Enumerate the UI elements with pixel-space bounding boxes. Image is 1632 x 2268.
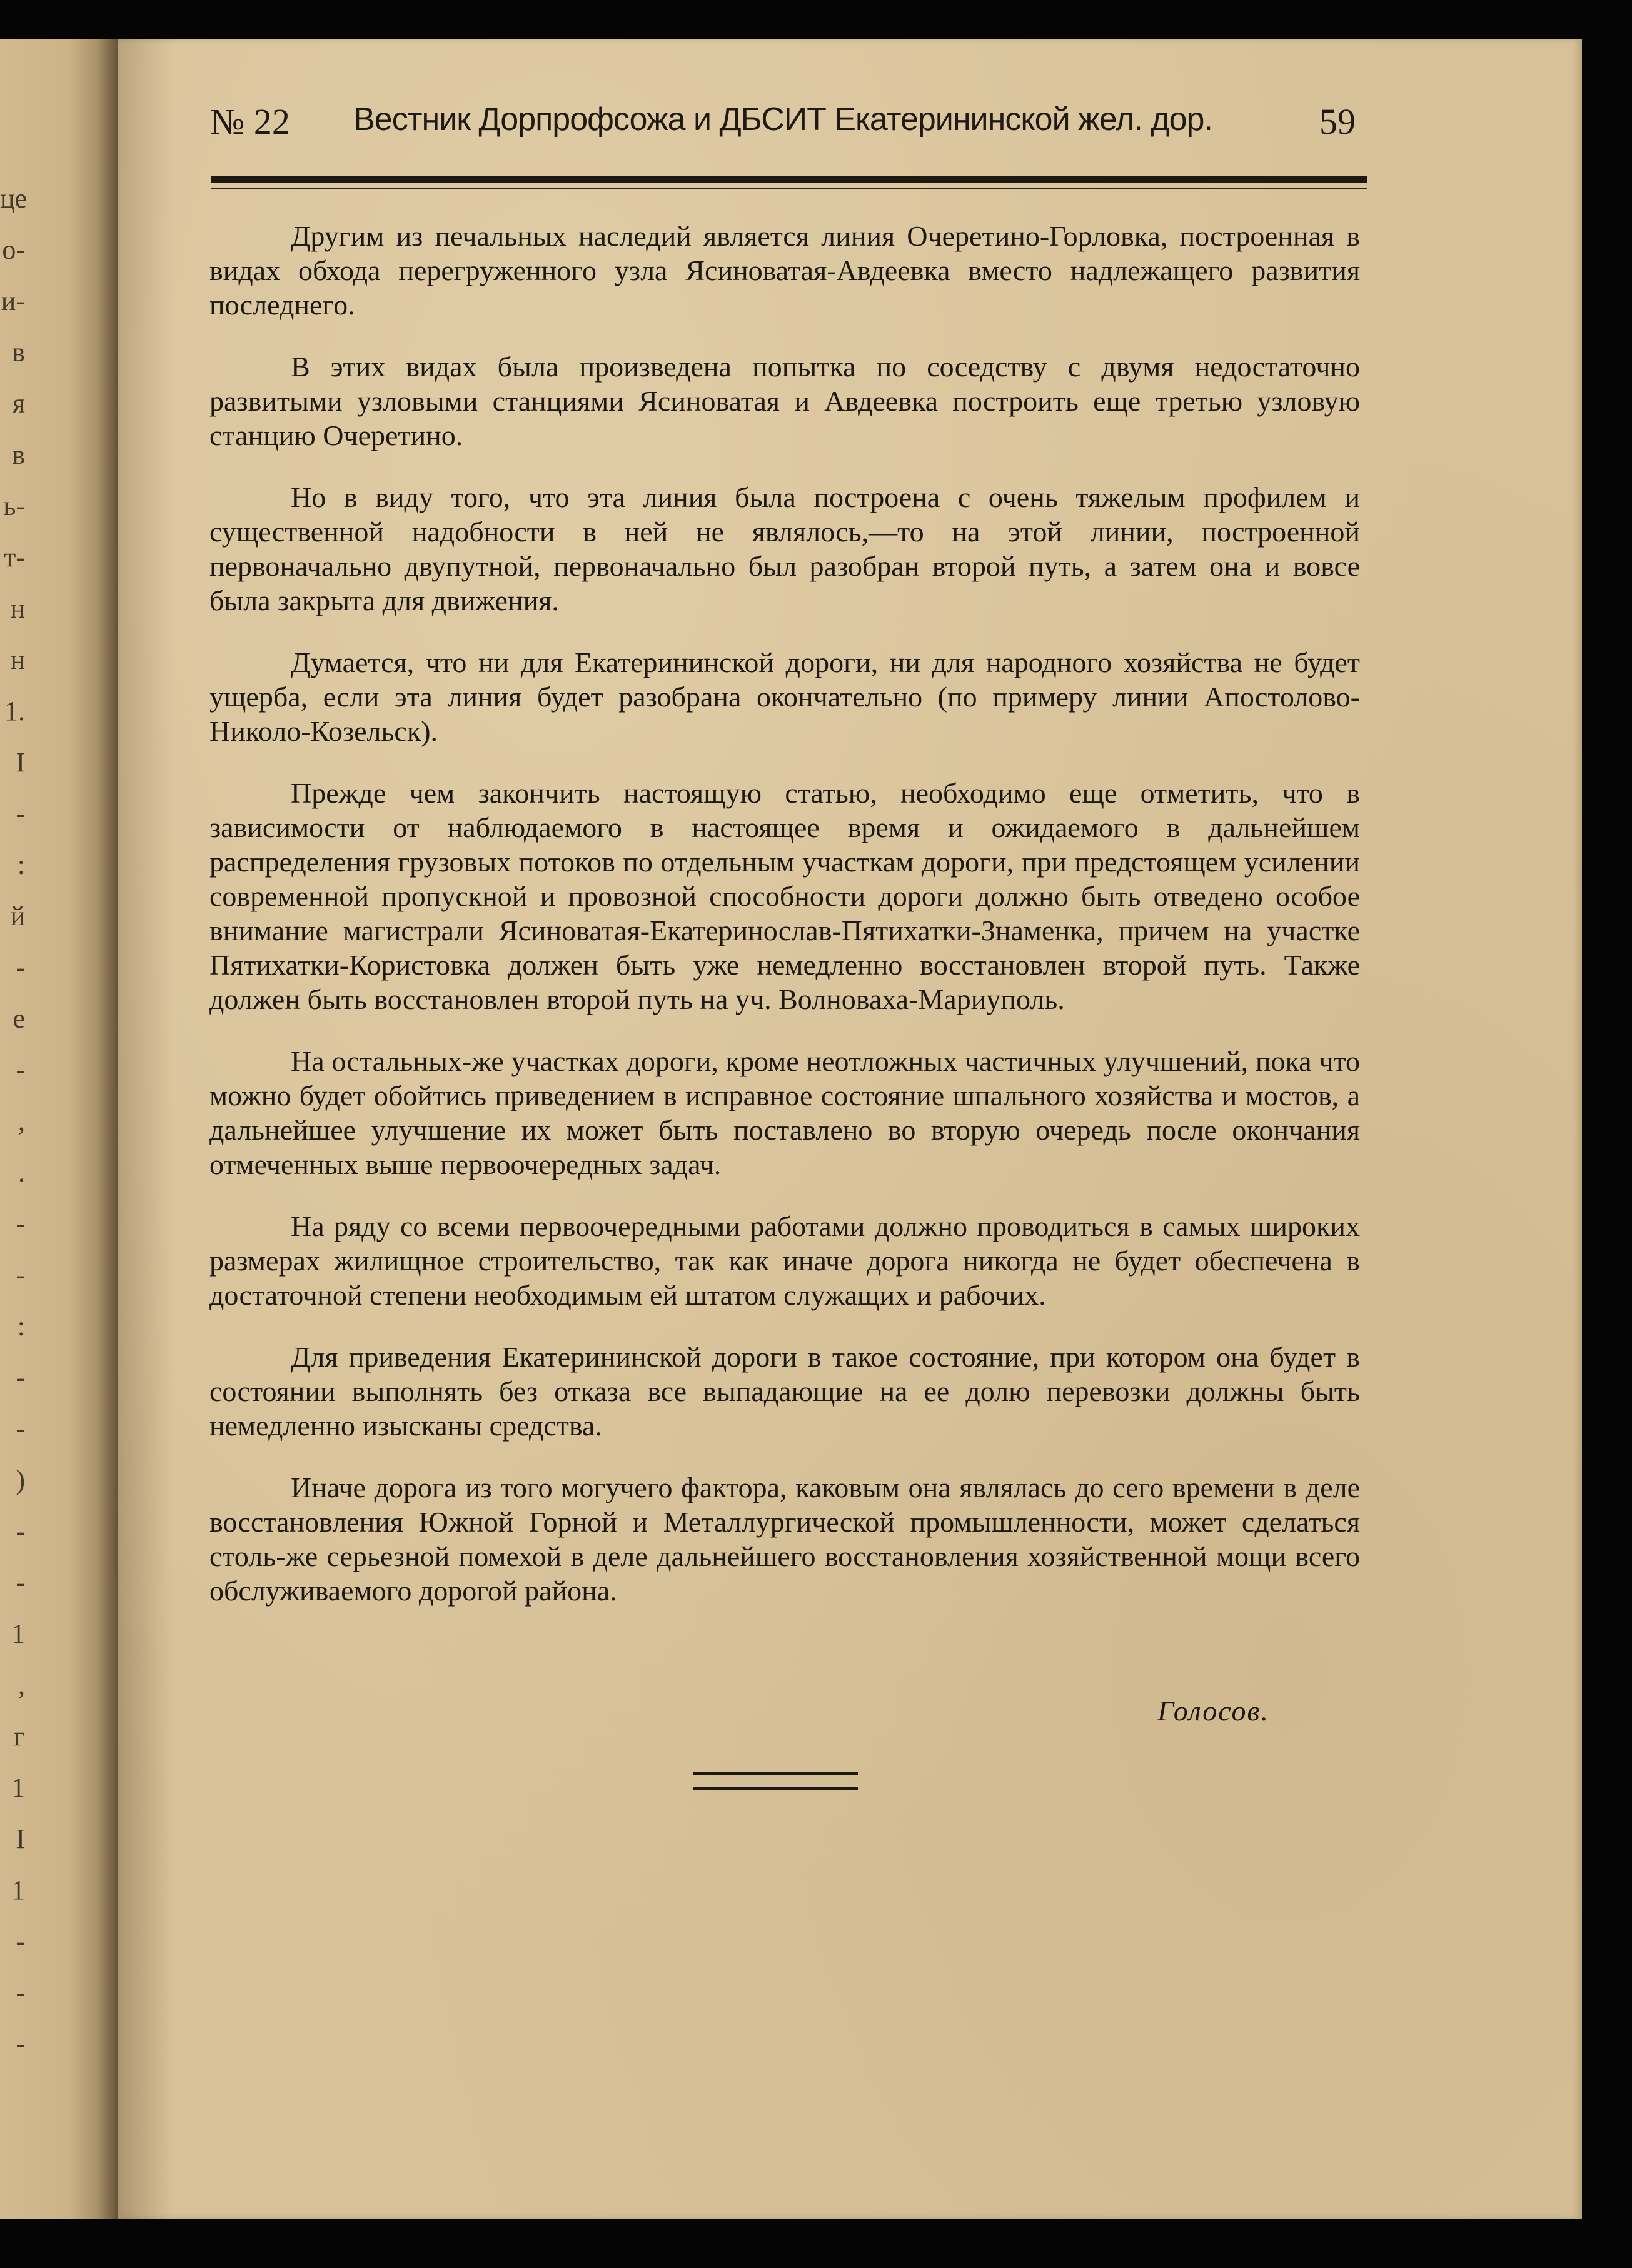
facing-page-fragment: I (16, 1824, 25, 1854)
paragraph: Прежде чем закончить настоящую статью, необходимо еще отметить, что в зависимости от наблюдаемого в настоящее время и ожидаемого в дальнейшем распределения грузовых потоков по отдельным участкам дороги, при предстоящем усилении современной пропускной и провозной способности дороги должно быть отведено особое внимание магистрали Ясиноватая-Екатеринослав-Пятихатки-Знаменка, причем на участке Пятихатки-Користовка должен быть уже немедленно восстановлен второй путь. Также должен быть восстановлен второй путь на уч. Волноваха-Мариуполь. (209, 777, 1360, 1015)
article-body (209, 219, 1360, 1635)
facing-page-fragment: це (0, 183, 28, 214)
facing-page-fragment: - (16, 1567, 25, 1598)
issue-number: № 22 (210, 101, 290, 142)
author-signature: Голосов. (1157, 1695, 1269, 1727)
facing-page-fragment: е (13, 1003, 25, 1034)
facing-page-fragment: я (12, 388, 25, 419)
paragraph: Другим из печальных наследий является линия Очеретино-Горловка, построенная в видах обхода перегруженного узла Ясиноватая-Авдеевка вместо надлежащего развития последнего. (209, 220, 1360, 321)
facing-page-fragment: 1 (11, 1618, 25, 1649)
facing-page-edge (0, 39, 125, 2219)
header-rule-thin (211, 188, 1367, 189)
facing-page-fragment: - (16, 1926, 25, 1957)
paragraph: Но в виду того, что эта линия была построена с очень тяжелым профилем и существенной надобности в ней не являлось,—то на этой линии, построенной первоначально двупутной, первоначально был разобран второй путь, а затем она и вовсе была закрыта для движения. (209, 481, 1360, 616)
facing-page-fragment: и- (1, 286, 25, 316)
facing-page-fragment: - (16, 1516, 25, 1547)
facing-page-fragment: 1 (11, 1875, 25, 1905)
end-rule-bottom (693, 1787, 858, 1790)
facing-page-fragment: 1 (11, 1772, 25, 1803)
facing-page-fragment: , (18, 1670, 25, 1700)
paragraph: На остальных-же участках дороги, кроме неотложных частичных улучшений, пока что можно будет обойтись приведением в исправное состояние шпального хозяйства и мостов, а дальнейшее улучшение их может быть поставлено во вторую очередь после окончания отмеченных выше первоочередных задач. (209, 1045, 1360, 1180)
facing-page-fragment: I (16, 747, 25, 778)
running-header (210, 101, 1356, 151)
facing-page-fragment: - (16, 1055, 25, 1085)
facing-page-fragment: - (16, 2029, 25, 2059)
facing-page-fragment: г (13, 1721, 25, 1752)
facing-page-fragment: в (12, 439, 25, 470)
facing-page-fragment: в (12, 337, 25, 368)
journal-title: Вестник Дорпрофсожа и ДБСИТ Екатерининской жел. дор. (353, 101, 1212, 138)
facing-page-fragment: : (17, 1311, 25, 1342)
facing-page-fragment: - (16, 1208, 25, 1239)
facing-page-fragment: . (18, 1157, 25, 1188)
facing-page-fragment: н (10, 593, 25, 624)
header-rule-thick (211, 176, 1367, 183)
facing-page-fragment: т- (4, 542, 25, 573)
paragraph: Для приведения Екатерининской дороги в такое состояние, при котором она будет в состоянии выполнять без отказа все выпадающие на ее долю перевозки должны быть немедленно изысканы средства. (209, 1341, 1360, 1442)
paragraph: В этих видах была произведена попытка по соседству с двумя недостаточно развитыми узловыми станциями Ясиноватая и Авдеевка построить еще третью узловую станцию Очеретино. (209, 351, 1360, 451)
facing-page-fragment: й (10, 901, 25, 931)
facing-page-fragment: - (16, 1362, 25, 1393)
facing-page-fragment: н (10, 645, 25, 675)
facing-page-fragment: - (16, 952, 25, 983)
paragraph: Иначе дорога из того могучего фактора, каковым она являлась до сего времени в деле восстановления Южной Горной и Металлургической промышленности, может сделаться столь-же серьезной помехой в деле дальнейшего восстановления хозяйственной мощи всего обслуживаемого дорогой района. (209, 1472, 1360, 1607)
facing-page-fragment: , (18, 1106, 25, 1137)
facing-page-fragment: о- (2, 234, 25, 265)
paragraph: Думается, что ни для Екатерининской дороги, ни для народного хозяйства не будет ущерба, если эта линия будет разобрана окончательно (по примеру линии Апостолово-Николо-Козельск). (209, 646, 1360, 747)
facing-page-fragment: - (16, 1977, 25, 2008)
end-rule-top (693, 1772, 858, 1775)
facing-page-fragment: ь- (3, 491, 25, 521)
facing-page-fragment: : (17, 850, 25, 880)
facing-page-fragment: 1. (4, 696, 25, 726)
facing-page-fragment: - (16, 1260, 25, 1290)
facing-page-fragment: - (16, 798, 25, 829)
facing-page-fragment: - (16, 1413, 25, 1444)
facing-page-fragment: ) (16, 1465, 25, 1495)
page-number: 59 (1319, 101, 1356, 142)
paragraph: На ряду со всеми первоочередными работами должно проводиться в самых широких размерах жилищное строительство, так как иначе дорога никогда не будет обеспечена в достаточной степени необходимым ей штатом служащих и рабочих. (209, 1210, 1360, 1311)
